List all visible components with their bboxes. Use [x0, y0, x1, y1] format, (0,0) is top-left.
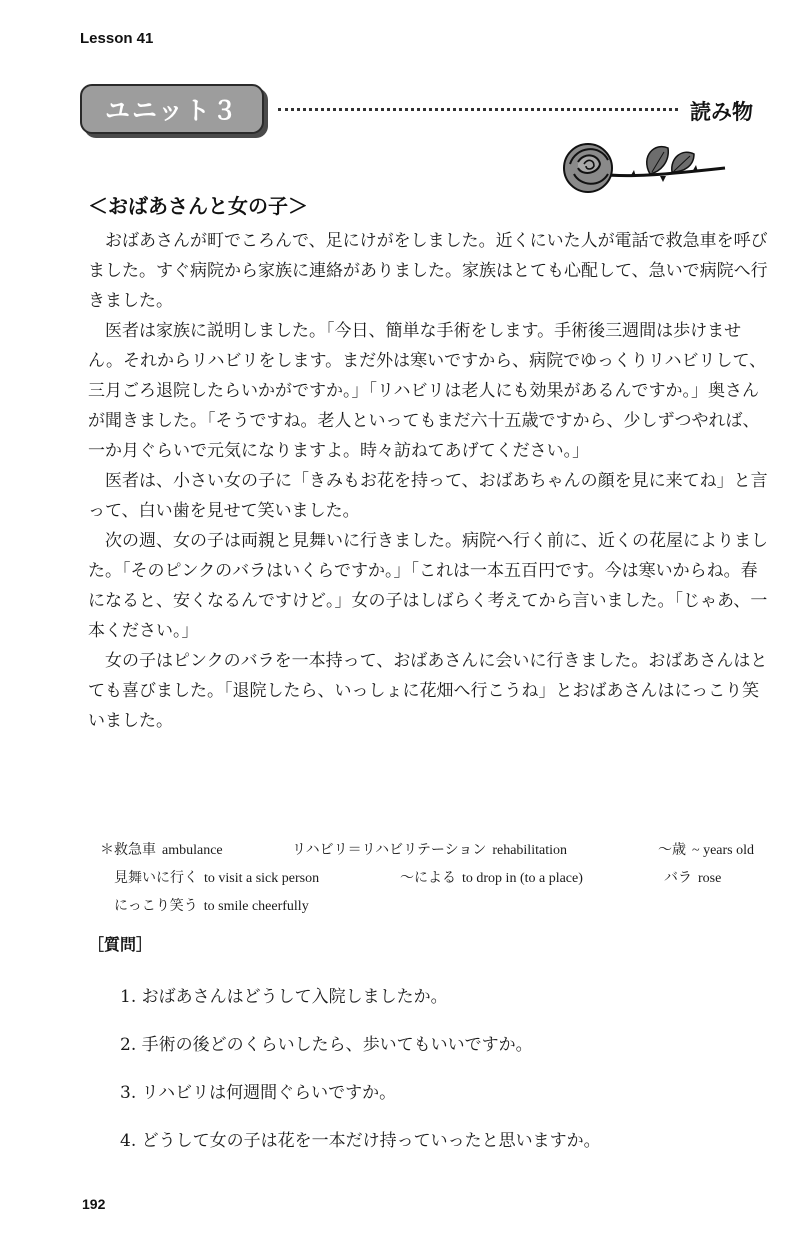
vocab-entry — [100, 836, 223, 865]
question-item: 2. 手術の後どのくらいしたら、歩いてもいいですか。 — [120, 1035, 533, 1055]
rose-icon — [560, 138, 730, 200]
vocab-term: にっこり笑う — [114, 898, 198, 914]
vocab-meaning: ~ years old — [692, 843, 755, 858]
vocabulary-list — [100, 836, 780, 920]
story-body — [88, 226, 770, 736]
vocab-term: バラ — [664, 870, 692, 886]
story-paragraph: 女の子はピンクのバラを一本持って、おばあさんに会いに行きました。おばあさんはとても喜びました。「退院したら、いっしょに花畑へ行こうね」とおばあさんはにっこり笑いました。 — [88, 651, 768, 731]
vocab-meaning: rehabilitation — [492, 843, 567, 858]
vocab-term: ～歳 — [658, 842, 686, 858]
story-paragraph: おばあさんが町でころんで、足にけがをしました。近くにいた人が電話で救急車を呼びました。すぐ病院から家族に連絡がありました。家族はとても心配して、急いで病院へ行きました。 — [88, 231, 768, 311]
vocab-meaning: ambulance — [162, 843, 223, 858]
vocab-meaning: to visit a sick person — [204, 871, 320, 886]
vocab-meaning: rose — [698, 871, 722, 886]
questions-heading: ［質問］ — [88, 935, 153, 954]
lesson-label: Lesson 41 — [80, 30, 154, 47]
story-title: ＜おばあさんと女の子＞ — [88, 194, 308, 218]
question-item: 1. おばあさんはどうして入院しましたか。 — [120, 987, 448, 1007]
vocab-entry — [114, 864, 319, 893]
vocab-meaning: to smile cheerfully — [203, 899, 309, 914]
vocab-meaning: to drop in (to a place) — [462, 871, 583, 886]
story-paragraph: 次の週、女の子は両親と見舞いに行きました。病院へ行く前に、近くの花屋によりました。「そのピンクのバラはいくらですか。」「これは一本五百円です。今は寒いからね。春になると、安くなるんですけど。」女の子はしばらく考えてから言いました。「じゃあ、一本ください。」 — [88, 531, 768, 641]
vocab-term: 見舞いに行く — [114, 870, 198, 886]
section-label: 読み物 — [690, 100, 753, 124]
vocab-entry — [658, 836, 754, 865]
story-paragraph: 医者は家族に説明しました。「今日、簡単な手術をします。手術後三週間は歩けません。それからリハビリをします。まだ外は寒いですから、病院でゆっくりリハビリして、三月ごろ退院したらいかがですか。」「リハビリは老人にも効果があるんですか。」奥さんが聞きました。「そうですね。老人といってもまだ六十五歳ですから、少しずつやれば、一か月ぐらいで元気になりますよ。時々訪ねてあげてください。」 — [88, 321, 767, 461]
vocab-term: ＊救急車 — [100, 842, 156, 858]
vocab-entry — [114, 892, 309, 921]
vocab-entry — [292, 836, 567, 865]
vocab-entry — [664, 864, 721, 893]
vocab-term: リハビリ＝リハビリテーション — [292, 842, 487, 858]
question-item: 3. リハビリは何週間ぐらいですか。 — [120, 1083, 397, 1103]
vocab-term: ～による — [400, 870, 456, 886]
vocab-entry — [400, 864, 583, 893]
dot-leader — [278, 108, 678, 111]
unit-badge: ユニット３ — [80, 84, 264, 134]
question-item: 4. どうして女の子は花を一本だけ持っていったと思いますか。 — [120, 1131, 601, 1151]
page-number: 192 — [82, 1196, 106, 1212]
story-paragraph: 医者は、小さい女の子に「きみもお花を持って、おばあちゃんの顔を見に来てね」と言って、白い歯を見せて笑いました。 — [88, 471, 768, 521]
